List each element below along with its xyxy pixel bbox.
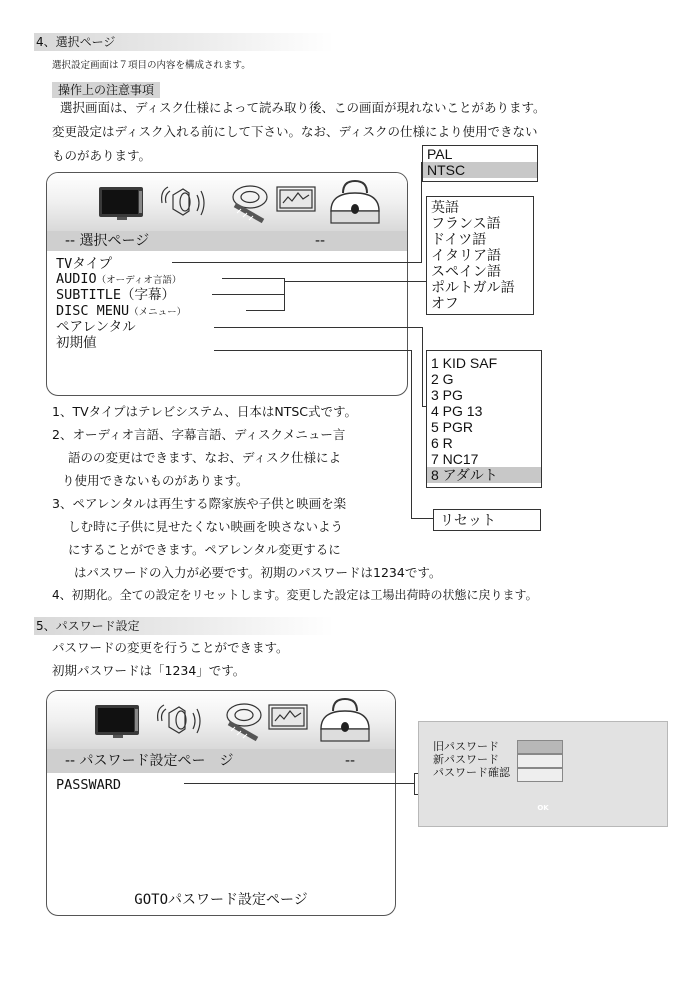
rating-option-3[interactable]: 3 PG (431, 387, 463, 403)
page-title: -- 選択ページ (65, 233, 150, 249)
parental-rating-options (426, 350, 542, 488)
rating-option-1[interactable]: 1 KID SAF (431, 355, 498, 371)
connector-subtitle (212, 294, 284, 295)
password-dialog (418, 721, 668, 827)
page-title-dashes: -- (315, 233, 326, 249)
ok-button[interactable]: OK (537, 804, 549, 812)
connector-default-vertical (411, 350, 412, 518)
connector-lang (284, 281, 432, 282)
note-2-line-2: 語のの変更はできます、なお、ディスク仕様によ (68, 450, 342, 465)
tv-type-options (422, 145, 538, 182)
tv-option-ntsc[interactable]: NTSC (423, 162, 537, 178)
password-page-title: -- パスワード設定ペー ジ (65, 753, 234, 769)
caution-line-1: 選択画面は、ディスク仕様によって読み取り後、この画面が現れないことがあります。 (60, 100, 546, 115)
setup-panel-selection (46, 172, 408, 396)
film-reel-icon[interactable] (227, 704, 261, 739)
note-3-line-1: 3、ペアレンタルは再生する際家族や子供と映画を楽 (52, 496, 347, 511)
connector-parental (214, 327, 422, 328)
tv-icon[interactable] (95, 705, 139, 738)
menu-item-tv-type[interactable]: TVタイプ (56, 256, 113, 272)
connector-audio (222, 278, 284, 279)
old-password-field[interactable] (517, 740, 563, 754)
section4-heading: 4、選択ページ (34, 33, 334, 51)
lang-option-english[interactable]: 英語 (431, 199, 459, 215)
preference-icon[interactable] (277, 187, 315, 211)
language-options (426, 196, 534, 315)
speaker-icon[interactable] (158, 705, 200, 733)
note-2-line-1: 2、オーディオ言語、字幕言語、ディスクメニュー言 (52, 427, 346, 442)
section4-intro: 選択設定画面は７項目の内容を構成されます。 (52, 60, 251, 71)
preference-icon[interactable] (269, 705, 307, 729)
password-page-title-dashes: -- (345, 753, 356, 769)
caution-line-2: 変更設定はディスク入れる前にして下さい。なお、ディスクの仕様により使用できない (52, 124, 538, 139)
rating-option-2[interactable]: 2 G (431, 371, 454, 387)
film-reel-icon[interactable] (233, 186, 267, 221)
menu-item-audio[interactable]: AUDIO（オーディオ言語） (56, 271, 182, 287)
menu-item-subtitle[interactable]: SUBTITLE（字幕） (56, 287, 176, 303)
connector-default (214, 350, 411, 351)
section5-heading: 5、パスワード設定 (34, 617, 334, 635)
section5-line-1: パスワードの変更を行うことができます。 (52, 640, 289, 655)
setup-panel-password (46, 690, 396, 916)
tv-icon[interactable] (99, 187, 143, 220)
lock-icon[interactable] (321, 699, 369, 741)
speaker-icon[interactable] (162, 187, 204, 215)
reset-button[interactable]: リセット (433, 509, 541, 531)
page-title-bar (47, 231, 407, 251)
lang-option-off[interactable]: オフ (431, 295, 459, 311)
note-2-line-3: り使用できないものがあります。 (62, 473, 249, 488)
lang-option-spanish[interactable]: スペイン語 (431, 263, 501, 279)
rating-option-6[interactable]: 6 R (431, 435, 453, 451)
old-password-label: 旧パスワード (433, 740, 499, 753)
setup-icon-bar-2 (47, 691, 395, 749)
note-3-line-2: しむ時に子供に見せたくない映画を映さないよう (68, 519, 344, 534)
password-page-title-bar (47, 749, 395, 773)
note-1: 1、TVタイプはテレビシステム、日本はNTSC式です。 (52, 404, 358, 419)
rating-option-5[interactable]: 5 PGR (431, 419, 474, 435)
confirm-password-field[interactable] (517, 768, 563, 782)
connector-default-stub (411, 518, 433, 519)
rating-option-4[interactable]: 4 PG 13 (431, 403, 483, 419)
menu-item-password[interactable]: PASSWARD (56, 777, 122, 793)
rating-option-7[interactable]: 7 NC17 (431, 451, 479, 467)
caution-line-3: ものがあります。 (52, 148, 152, 163)
lang-option-italian[interactable]: イタリア語 (431, 247, 501, 263)
menu-item-parental[interactable]: ペアレンタル (56, 319, 136, 335)
rating-option-8[interactable]: 8 アダルト (427, 467, 541, 483)
setup-icon-bar (47, 173, 407, 231)
password-panel-footer: GOTOパスワード設定ページ (134, 892, 308, 908)
lang-option-german[interactable]: ドイツ語 (431, 231, 487, 247)
menu-item-disc-menu[interactable]: DISC MENU（メニュー） (56, 303, 187, 319)
connector-disc-menu (246, 310, 284, 311)
connector-lang-vertical (284, 278, 285, 311)
note-3-line-3: にすることができます。ペアレンタル変更するに (68, 542, 341, 557)
section5-line-2: 初期パスワードは「1234」です。 (52, 663, 246, 678)
connector-password (184, 783, 414, 784)
new-password-label: 新パスワード (433, 753, 499, 766)
setup-icons (47, 173, 408, 231)
tv-option-pal[interactable]: PAL (427, 146, 453, 162)
note-4: 4、初期化。全ての設定をリセットします。変更した設定は工場出荷時の状態に戻ります。 (52, 588, 538, 602)
connector-parental-vertical (422, 327, 423, 407)
confirm-password-label: パスワード確認 (433, 766, 510, 779)
setup-icons-2 (47, 691, 396, 749)
note-3-line-4: はパスワードの入力が必要です。初期のパスワードは1234です。 (74, 565, 442, 580)
lock-icon[interactable] (331, 181, 379, 223)
menu-item-default[interactable]: 初期値 (56, 335, 97, 351)
new-password-field[interactable] (517, 754, 563, 768)
lang-option-french[interactable]: フランス語 (431, 215, 501, 231)
caution-heading: 操作上の注意事項 (52, 82, 160, 98)
lang-option-portuguese[interactable]: ポルトガル語 (431, 279, 515, 295)
connector-tv (172, 262, 422, 263)
